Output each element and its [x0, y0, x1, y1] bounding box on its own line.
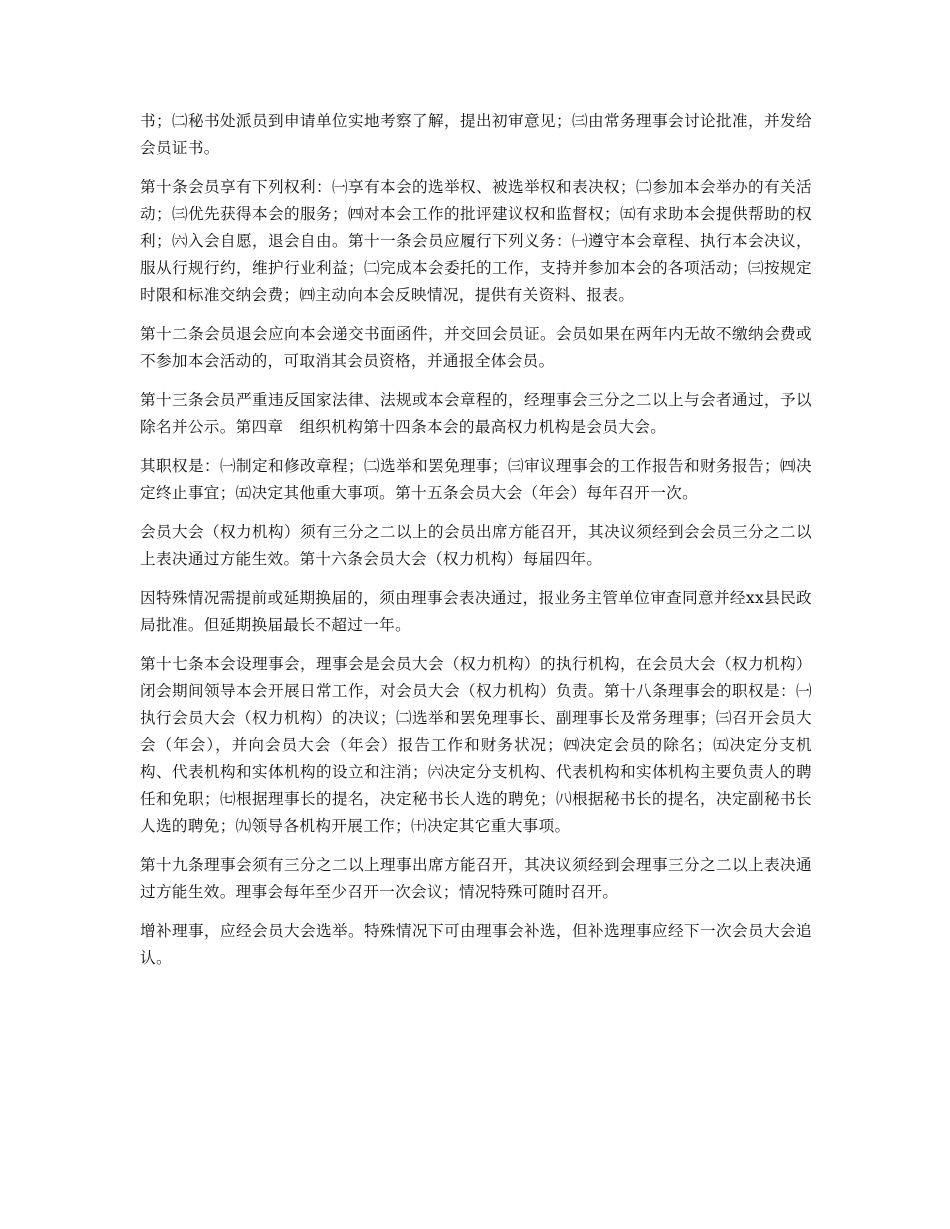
paragraph-article-17-18: 第十七条本会设理事会，理事会是会员大会（权力机构）的执行机构，在会员大会（权力机构）闭会期间领导本会开展日常工作，对会员大会（权力机构）负责。第十八条理事会的职权是：㈠执行会员大会（权力机构）的决议；㈡选举和罢免理事长、副理事长及常务理事；㈢召开会员大会（年会），并向会员大会（年会）报告工作和财务状况；㈣决定会员的除名；㈤决定分支机构、代表机构和实体机构的设立和注消；㈥决定分支机构、代表机构和实体机构主要负责人的聘任和免职；㈦根据理事长的提名，决定秘书长人选的聘免；㈧根据秘书长的提名，决定副秘书长人选的聘免；㈨领导各机构开展工作；㈩决定其它重大事项。 — [140, 655, 812, 835]
paragraph-term-extension: 因特殊情况需提前或延期换届的，须由理事会表决通过，报业务主管单位审查同意并经xx县民政局批准。但延期换届最长不超过一年。 — [140, 589, 812, 634]
paragraph-article-10-11: 第十条会员享有下列权利：㈠享有本会的选举权、被选举权和表决权；㈡参加本会举办的有关活动；㈢优先获得本会的服务；㈣对本会工作的批评建议权和监督权；㈤有求助本会提供帮助的权利；㈥入会自愿，退会自由。第十一条会员应履行下列义务：㈠遵守本会章程、执行本会决议，服从行规行约，维护行业利益；㈡完成本会委托的工作，支持并参加本会的各项活动；㈢按规定时限和标准交纳会费；㈣主动向本会反映情况，提供有关资料、报表。 — [140, 178, 812, 304]
paragraph-powers-article-15: 其职权是：㈠制定和修改章程；㈡选举和罢免理事；㈢审议理事会的工作报告和财务报告；㈣决定终止事宜；㈤决定其他重大事项。第十五条会员大会（年会）每年召开一次。 — [140, 457, 812, 502]
document-body — [140, 108, 812, 984]
paragraph-quorum-article-16: 会员大会（权力机构）须有三分之二以上的会员出席方能召开，其决议须经到会会员三分之二以上表决通过方能生效。第十六条会员大会（权力机构）每届四年。 — [140, 523, 812, 568]
paragraph-supplementary-election: 增补理事，应经会员大会选举。特殊情况下可由理事会补选，但补选理事应经下一次会员大会追认。 — [140, 922, 812, 967]
paragraph-article-12: 第十二条会员退会应向本会递交书面函件，并交回会员证。会员如果在两年内无故不缴纳会费或不参加本会活动的，可取消其会员资格，并通报全体会员。 — [140, 325, 812, 370]
paragraph-membership-approval: 书；㈡秘书处派员到申请单位实地考察了解，提出初审意见；㈢由常务理事会讨论批准，并发给会员证书。 — [140, 112, 812, 157]
paragraph-article-19: 第十九条理事会须有三分之二以上理事出席方能召开，其决议须经到会理事三分之二以上表决通过方能生效。理事会每年至少召开一次会议；情况特殊可随时召开。 — [140, 856, 812, 901]
paragraph-article-13-14: 第十三条会员严重违反国家法律、法规或本会章程的，经理事会三分之二以上与会者通过，予以除名并公示。第四章 组织机构第十四条本会的最高权力机构是会员大会。 — [140, 391, 812, 436]
